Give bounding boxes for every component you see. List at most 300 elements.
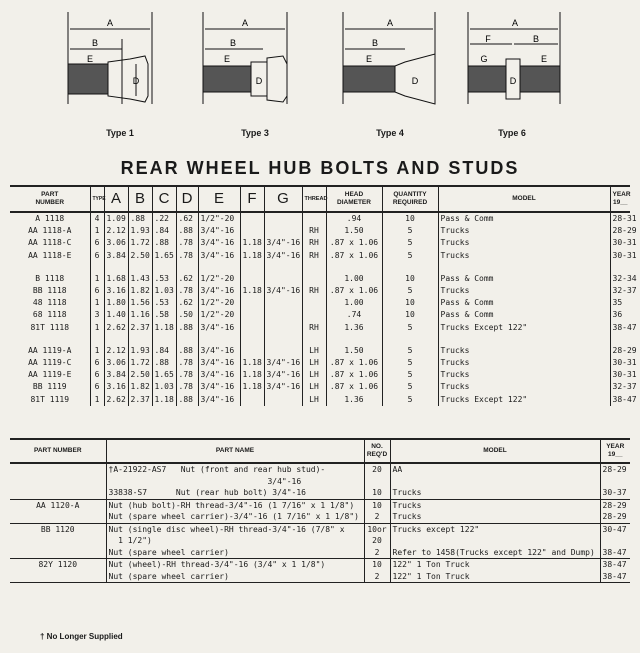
type-6-diagram	[460, 4, 570, 124]
cell-d: .78	[176, 285, 198, 297]
dim-e: E	[223, 54, 231, 64]
cell-name: 33838-S7 Nut (rear hub bolt) 3/4"-16	[106, 487, 364, 499]
cell-year: 36	[610, 309, 630, 321]
cell-req: 2	[364, 547, 390, 559]
cell-e: 3/4"-16	[198, 393, 240, 405]
cell-model: Trucks	[438, 345, 610, 357]
type-3-diagram	[195, 4, 295, 124]
cell-f: 1.18	[240, 381, 264, 393]
cell-year: 30-31	[610, 357, 630, 369]
table-row	[10, 297, 630, 309]
cell-year: 30-31	[610, 369, 630, 381]
cell-req: 10	[364, 487, 390, 499]
cell-a: 3.16	[104, 381, 128, 393]
cell-head: 1.36	[326, 322, 382, 334]
cell-a: 1.68	[104, 273, 128, 285]
cell-f: 1.18	[240, 369, 264, 381]
header-f: F	[240, 186, 264, 212]
cell-part: BB 1119	[32, 382, 67, 392]
cell-g	[264, 309, 302, 321]
cell-e: 3/4"-16	[198, 322, 240, 334]
cell-type: 1	[90, 393, 104, 405]
cell-e: 3/4"-16	[198, 285, 240, 297]
table-row	[10, 463, 630, 476]
dim-b: B	[91, 38, 99, 48]
cell-e: 3/4"-16	[198, 237, 240, 249]
cell-thread: RH	[302, 250, 326, 262]
cell-d: .62	[176, 297, 198, 309]
cell-d	[176, 334, 198, 345]
header-part-number-2: PART NUMBER	[10, 439, 106, 463]
cell-f	[240, 345, 264, 357]
cell-b: .88	[128, 212, 152, 225]
cell-thread: LH	[302, 345, 326, 357]
cell-type: 4	[90, 212, 104, 225]
table-row	[10, 250, 630, 262]
header-part-name: PART NAME	[106, 439, 364, 463]
cell-part: AA 1118-A	[28, 226, 72, 236]
cell-thread: LH	[302, 369, 326, 381]
cell-qty: 5	[382, 393, 438, 405]
cell-e: 3/4"-16	[198, 357, 240, 369]
cell-year	[600, 476, 630, 488]
cell-year: 28-29	[610, 345, 630, 357]
cell-b: 1.56	[128, 297, 152, 309]
cell-qty: 10	[382, 309, 438, 321]
cell-a: 1.40	[104, 309, 128, 321]
type-6-label: Type 6	[498, 128, 526, 138]
cell-thread	[302, 297, 326, 309]
cell-c: .53	[152, 273, 176, 285]
cell-model: Trucks Except 122"	[438, 393, 610, 405]
cell-b: 2.50	[128, 369, 152, 381]
cell-part: AA 1119-E	[28, 370, 72, 380]
cell-f: 1.18	[240, 357, 264, 369]
header-b: B	[128, 186, 152, 212]
cell-year: 30-31	[610, 250, 630, 262]
cell-name: Nut (hub bolt)-RH thread-3/4"-16 (1 7/16" x 1 1/8")	[106, 499, 364, 511]
table-row	[10, 523, 630, 535]
cell-type: 6	[90, 381, 104, 393]
cell-head: .87 x 1.06	[326, 285, 382, 297]
cell-c: .58	[152, 309, 176, 321]
cell-head: .87 x 1.06	[326, 357, 382, 369]
cell-thread: LH	[302, 393, 326, 405]
table-row	[10, 309, 630, 321]
cell-year: 38-47	[610, 393, 630, 405]
cell-qty: 5	[382, 285, 438, 297]
cell-g	[264, 334, 302, 345]
header-e: E	[198, 186, 240, 212]
cell-year	[610, 262, 630, 273]
dim-a: A	[106, 18, 114, 28]
cell-type	[90, 334, 104, 345]
header-g: G	[264, 186, 302, 212]
cell-a: 2.12	[104, 225, 128, 237]
cell-year: 28-29	[600, 499, 630, 511]
cell-model: Trucks	[438, 285, 610, 297]
cell-model: Trucks	[438, 250, 610, 262]
cell-e: 3/4"-16	[198, 369, 240, 381]
header-c: C	[152, 186, 176, 212]
cell-b: 2.37	[128, 322, 152, 334]
cell-d: .62	[176, 273, 198, 285]
dim-f: F	[485, 34, 491, 44]
cell-f	[240, 273, 264, 285]
table-row	[10, 499, 630, 511]
cell-f	[240, 297, 264, 309]
cell-req	[364, 476, 390, 488]
cell-model: Trucks	[390, 487, 600, 499]
cell-b: 1.93	[128, 225, 152, 237]
dim-d: D	[509, 76, 517, 86]
cell-head: 1.00	[326, 273, 382, 285]
cell-d: .78	[176, 237, 198, 249]
cell-part: AA 1120-A	[36, 500, 80, 510]
header-year-2: YEAR 19__	[600, 439, 630, 463]
cell-head: .87 x 1.06	[326, 237, 382, 249]
dim-d: D	[255, 76, 263, 86]
table-row	[10, 345, 630, 357]
cell-c: .84	[152, 345, 176, 357]
cell-year: 28-29	[610, 225, 630, 237]
spacer-row	[10, 334, 630, 345]
cell-qty: 5	[382, 357, 438, 369]
cell-a: 3.06	[104, 237, 128, 249]
cell-req: 10	[364, 559, 390, 571]
cell-type: 6	[90, 369, 104, 381]
cell-year: 32-34	[610, 273, 630, 285]
cell-model	[390, 476, 600, 488]
cell-model: Trucks Except 122"	[438, 322, 610, 334]
cell-model: 122" 1 Ton Truck	[390, 571, 600, 583]
header-a: A	[104, 186, 128, 212]
cell-b: 2.50	[128, 250, 152, 262]
cell-model	[390, 535, 600, 547]
type-4-diagram	[335, 4, 445, 124]
cell-qty	[382, 334, 438, 345]
cell-b: 1.72	[128, 237, 152, 249]
cell-c: 1.03	[152, 285, 176, 297]
cell-name: Nut (spare wheel carrier)	[106, 571, 364, 583]
cell-part: B 1118	[35, 273, 65, 283]
dim-d: D	[132, 76, 140, 86]
cell-part: AA 1119-A	[28, 345, 72, 355]
cell-qty: 10	[382, 212, 438, 225]
cell-a: 2.62	[104, 393, 128, 405]
cell-e: 3/4"-16	[198, 225, 240, 237]
cell-a: 1.09	[104, 212, 128, 225]
cell-qty: 10	[382, 273, 438, 285]
cell-g	[264, 273, 302, 285]
cell-head: .87 x 1.06	[326, 369, 382, 381]
cell-d: .50	[176, 309, 198, 321]
cell-thread	[302, 262, 326, 273]
cell-head: 1.00	[326, 297, 382, 309]
cell-model: Trucks	[438, 225, 610, 237]
cell-part	[10, 334, 90, 345]
cell-model	[438, 334, 610, 345]
type-1-diagram	[60, 4, 160, 124]
cell-model: Trucks	[438, 357, 610, 369]
dim-g: G	[480, 54, 488, 64]
cell-g	[264, 297, 302, 309]
cell-part	[10, 487, 106, 499]
cell-qty: 5	[382, 381, 438, 393]
header-model: MODEL	[438, 186, 610, 212]
table-row	[10, 487, 630, 499]
cell-a: 2.12	[104, 345, 128, 357]
cell-f	[240, 309, 264, 321]
cell-req: 2	[364, 511, 390, 523]
cell-qty: 5	[382, 345, 438, 357]
cell-qty: 5	[382, 225, 438, 237]
dim-a: A	[386, 18, 394, 28]
cell-part: 48 1118	[32, 298, 67, 308]
cell-model: Pass & Comm	[438, 212, 610, 225]
cell-g	[264, 345, 302, 357]
cell-year: 35	[610, 297, 630, 309]
cell-a	[104, 262, 128, 273]
cell-head: .87 x 1.06	[326, 381, 382, 393]
dim-e: E	[540, 54, 548, 64]
cell-year: 28-29	[600, 463, 630, 476]
cell-g	[264, 225, 302, 237]
cell-type: 1	[90, 297, 104, 309]
cell-thread	[302, 309, 326, 321]
cell-part: BB 1118	[32, 286, 67, 296]
bolts-table	[10, 185, 637, 406]
cell-year: 32-37	[610, 285, 630, 297]
cell-a: 2.62	[104, 322, 128, 334]
cell-c: .88	[152, 237, 176, 249]
header-type: TYPE	[90, 186, 104, 212]
cell-name: Nut (spare wheel carrier)	[106, 547, 364, 559]
cell-d: .88	[176, 322, 198, 334]
dim-d: D	[411, 76, 419, 86]
cell-part: 81T 1118	[30, 322, 70, 332]
cell-part: AA 1118-E	[28, 250, 72, 260]
cell-type: 1	[90, 273, 104, 285]
cell-b: 1.72	[128, 357, 152, 369]
cell-part: 68 1118	[32, 310, 67, 320]
cell-name: †A-21922-AS7 Nut (front and rear hub stud)-	[106, 463, 364, 476]
cell-head: .94	[326, 212, 382, 225]
cell-year: 30-31	[610, 237, 630, 249]
cell-year	[600, 535, 630, 547]
cell-g: 3/4"-16	[264, 369, 302, 381]
cell-year: 38-47	[600, 547, 630, 559]
cell-c: .22	[152, 212, 176, 225]
cell-f: 1.18	[240, 285, 264, 297]
cell-c	[152, 262, 176, 273]
header-model-2: MODEL	[390, 439, 600, 463]
cell-part: BB 1120	[40, 524, 75, 534]
cell-c: 1.18	[152, 393, 176, 405]
cell-thread: LH	[302, 357, 326, 369]
table-row	[10, 547, 630, 559]
type-1-label: Type 1	[106, 128, 134, 138]
cell-year: 28-31	[610, 212, 630, 225]
table-row	[10, 559, 630, 571]
cell-d: .88	[176, 345, 198, 357]
cell-type: 6	[90, 250, 104, 262]
cell-qty: 10	[382, 297, 438, 309]
cell-a: 3.84	[104, 369, 128, 381]
cell-thread: RH	[302, 225, 326, 237]
cell-a	[104, 334, 128, 345]
type-4-label: Type 4	[376, 128, 404, 138]
cell-thread: LH	[302, 381, 326, 393]
cell-type	[90, 262, 104, 273]
cell-thread	[302, 273, 326, 285]
cell-c: 1.65	[152, 250, 176, 262]
header-year: YEAR 19__	[610, 186, 630, 212]
cell-b: 1.82	[128, 285, 152, 297]
cell-model: Trucks	[390, 511, 600, 523]
cell-year: 38-47	[600, 571, 630, 583]
cell-d: .78	[176, 381, 198, 393]
table-row	[10, 225, 630, 237]
cell-g	[264, 322, 302, 334]
cell-d: .78	[176, 357, 198, 369]
cell-b	[128, 262, 152, 273]
cell-part	[10, 547, 106, 559]
cell-c: 1.18	[152, 322, 176, 334]
cell-a: 1.80	[104, 297, 128, 309]
cell-c: .84	[152, 225, 176, 237]
cell-e	[198, 334, 240, 345]
cell-type: 6	[90, 357, 104, 369]
cell-f	[240, 262, 264, 273]
cell-e: 3/4"-16	[198, 381, 240, 393]
cell-model: 122" 1 Ton Truck	[390, 559, 600, 571]
cell-head: .74	[326, 309, 382, 321]
cell-type: 6	[90, 285, 104, 297]
cell-name: Nut (spare wheel carrier)-3/4"-16 (1 7/16" x 1 1/8")	[106, 511, 364, 523]
cell-model	[438, 262, 610, 273]
cell-b: 1.16	[128, 309, 152, 321]
cell-qty: 5	[382, 237, 438, 249]
page-title: REAR WHEEL HUB BOLTS AND STUDS	[120, 158, 520, 178]
table-row	[10, 369, 630, 381]
table-row	[10, 322, 630, 334]
cell-model: Trucks except 122"	[390, 523, 600, 535]
cell-part	[10, 463, 106, 476]
cell-b: 1.43	[128, 273, 152, 285]
cell-name: Nut (single disc wheel)-RH thread-3/4"-16 (7/8" x	[106, 523, 364, 535]
dim-e: E	[365, 54, 373, 64]
cell-head: 1.36	[326, 393, 382, 405]
cell-c: .88	[152, 357, 176, 369]
cell-g: 3/4"-16	[264, 357, 302, 369]
cell-model: Trucks	[438, 369, 610, 381]
cell-g	[264, 212, 302, 225]
cell-thread: RH	[302, 285, 326, 297]
cell-part	[10, 535, 106, 547]
cell-a: 3.84	[104, 250, 128, 262]
cell-e: 3/4"-16	[198, 345, 240, 357]
cell-qty: 5	[382, 322, 438, 334]
cell-part: AA 1118-C	[28, 238, 72, 248]
cell-f	[240, 393, 264, 405]
cell-head: 1.50	[326, 225, 382, 237]
cell-f	[240, 212, 264, 225]
type-3-label: Type 3	[241, 128, 269, 138]
cell-name: 1 1/2")	[106, 535, 364, 547]
cell-b	[128, 334, 152, 345]
cell-b: 1.93	[128, 345, 152, 357]
cell-req: 20	[364, 463, 390, 476]
table-row	[10, 393, 630, 405]
table-row	[10, 511, 630, 523]
cell-f: 1.18	[240, 237, 264, 249]
cell-d: .88	[176, 393, 198, 405]
cell-model: Trucks	[438, 381, 610, 393]
table-row	[10, 285, 630, 297]
cell-b: 2.37	[128, 393, 152, 405]
cell-e: 1/2"-20	[198, 273, 240, 285]
cell-part	[10, 571, 106, 583]
cell-a: 3.16	[104, 285, 128, 297]
cell-part: 82Y 1120	[38, 560, 78, 569]
cell-qty: 5	[382, 250, 438, 262]
cell-type: 3	[90, 309, 104, 321]
cell-year: 38-47	[610, 322, 630, 334]
cell-f: 1.18	[240, 250, 264, 262]
cell-thread: RH	[302, 322, 326, 334]
cell-year: 38-47	[600, 559, 630, 571]
cell-type: 6	[90, 237, 104, 249]
cell-c: 1.03	[152, 381, 176, 393]
spacer-row	[10, 262, 630, 273]
cell-head: .87 x 1.06	[326, 250, 382, 262]
header-d: D	[176, 186, 198, 212]
cell-model: Trucks	[438, 237, 610, 249]
cell-model: Pass & Comm	[438, 297, 610, 309]
cell-part: A 1118	[35, 214, 65, 224]
cell-g: 3/4"-16	[264, 250, 302, 262]
header-part-number: PART NUMBER	[10, 186, 90, 212]
cell-e: 3/4"-16	[198, 250, 240, 262]
cell-req: 10	[364, 499, 390, 511]
cell-g	[264, 262, 302, 273]
cell-name: Nut (wheel)-RH thread-3/4"-16 (3/4" x 1 1/8")	[106, 559, 364, 571]
cell-f	[240, 225, 264, 237]
footnote: † No Longer Supplied	[40, 632, 123, 641]
cell-model: Pass & Comm	[438, 273, 610, 285]
cell-part	[10, 262, 90, 273]
cell-g: 3/4"-16	[264, 285, 302, 297]
cell-e: 1/2"-20	[198, 212, 240, 225]
cell-b: 1.82	[128, 381, 152, 393]
table-row	[10, 381, 630, 393]
table-row	[10, 273, 630, 285]
cell-f	[240, 322, 264, 334]
cell-e: 1/2"-20	[198, 297, 240, 309]
cell-model: Pass & Comm	[438, 309, 610, 321]
cell-c: .53	[152, 297, 176, 309]
cell-type: 1	[90, 322, 104, 334]
nuts-table	[10, 438, 630, 583]
cell-g	[264, 393, 302, 405]
cell-d: .88	[176, 225, 198, 237]
cell-head: 1.50	[326, 345, 382, 357]
cell-d: .62	[176, 212, 198, 225]
cell-year: 30-37	[600, 487, 630, 499]
cell-head	[326, 262, 382, 273]
cell-f	[240, 334, 264, 345]
